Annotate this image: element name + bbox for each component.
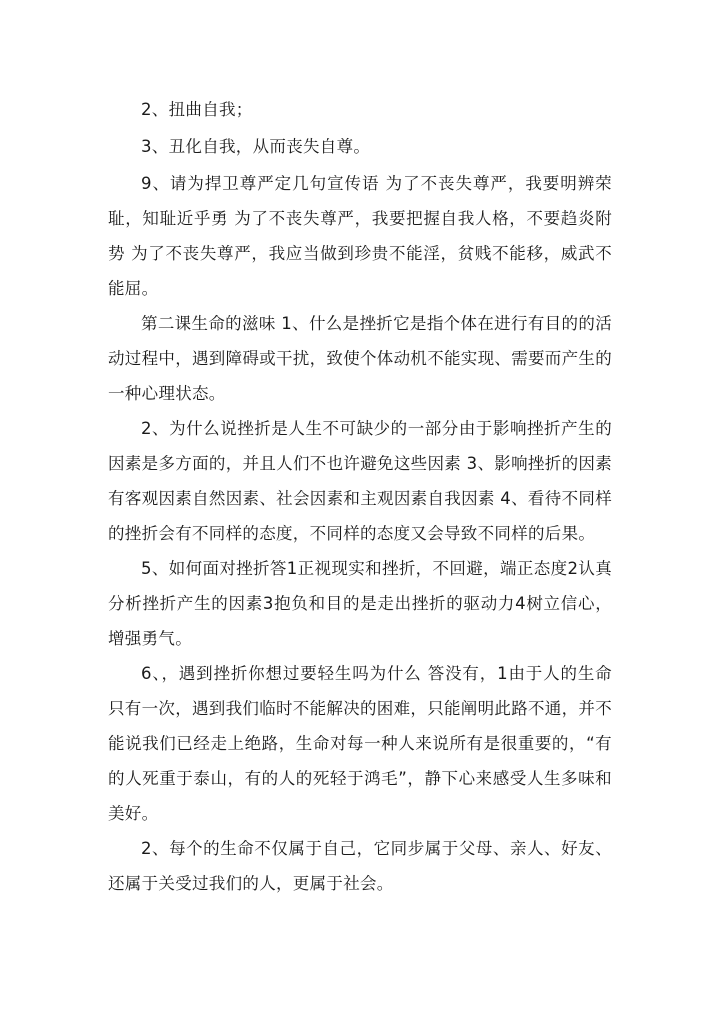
- document-body: [108, 92, 612, 901]
- paragraph-2: 3、丑化自我，从而丧失自尊。: [141, 137, 371, 156]
- paragraph-3: 9、请为捍卫尊严定几句宣传语 为了不丧失尊严，我要明辨荣耻，知耻近乎勇 为了不丧失尊严，我要把握自我人格，不要趋炎附势 为了不丧失尊严，我应当做到珍贵不能淫，贫贱不能移，威武不能屈。: [108, 174, 612, 298]
- paragraph-5: 2、为什么说挫折是人生不可缺少的一部分由于影响挫折产生的因素是多方面的，并且人们不也许避免这些因素 3、影响挫折的因素有客观因素自然因素、社会因素和主观因素自我因素 4、看待不同样的挫折会有不同样的态度，不同样的态度又会导致不同样的后果。: [108, 419, 612, 543]
- paragraph-1: 2、扭曲自我；: [141, 100, 253, 119]
- paragraph-7: 6、，遇到挫折你想过要轻生吗为什么 答没有，1由于人的生命只有一次，遇到我们临时不能解决的困难，只能阐明此路不通，并不能说我们已经走上绝路，生命对每一种人来说所有是很重要的，“有的人死重于泰山，有的人的死轻于鸿毛”，静下心来感受人生多味和美好。: [108, 664, 612, 823]
- paragraph-6: 5、如何面对挫折答1正视现实和挫折，不回避，端正态度2认真分析挫折产生的因素3抱负和目的是走出挫折的驱动力4树立信心，增强勇气。: [108, 559, 612, 648]
- paragraph-8: 2、每个的生命不仅属于自己，它同步属于父母、亲人、好友、还属于关受过我们的人，更属于社会。: [108, 839, 612, 893]
- paragraph-4: 第二课生命的滋味 1、什么是挫折它是指个体在进行有目的的活动过程中，遇到障碍或干扰，致使个体动机不能实现、需要而产生的一种心理状态。: [108, 314, 612, 403]
